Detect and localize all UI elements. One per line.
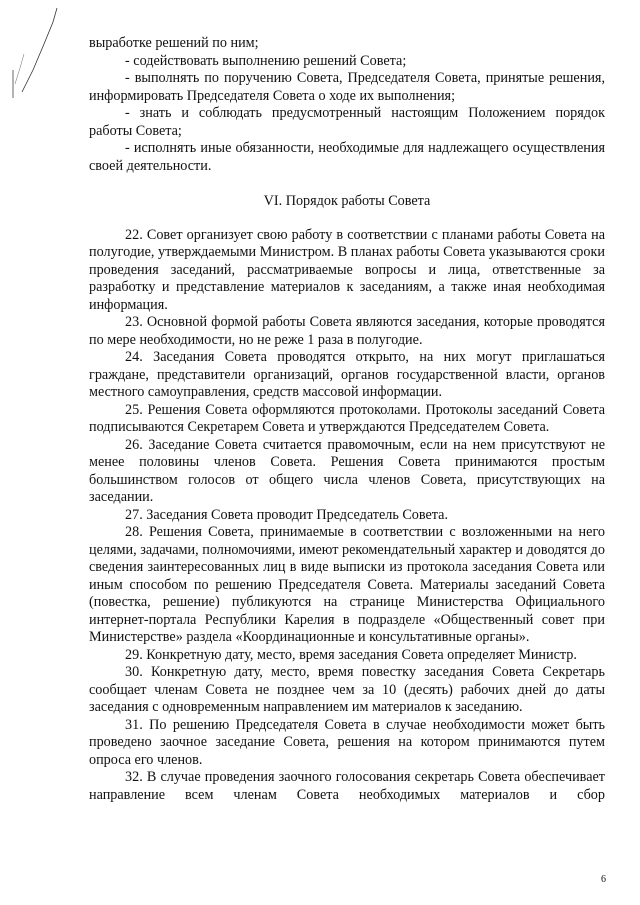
list-item: - знать и соблюдать предусмотренный настоящим Положением порядок работы Совета;: [89, 105, 605, 139]
margin-stroke: [15, 54, 24, 84]
paragraph: 24. Заседания Совета проводятся открыто, на них могут приглашаться граждане, представители организаций, органов государственной власти, органов местного самоуправления, средств массовой информации.: [89, 349, 605, 400]
paragraph: 27. Заседания Совета проводит Председатель Совета.: [125, 506, 449, 523]
list-item: - исполнять иные обязанности, необходимые для надлежащего осуществления своей деятельности.: [89, 140, 605, 174]
margin-stroke: [22, 8, 57, 92]
paragraph: 32. В случае проведения заочного голосования секретарь Совета обеспечивает направление всем членам Совета необходимых материалов и сбор: [89, 769, 605, 803]
paragraph: 29. Конкретную дату, место, время заседания Совета определяет Министр.: [125, 646, 577, 663]
paragraph: 30. Конкретную дату, место, время повестку заседания Совета Секретарь сообщает членам Совета не позднее чем за 10 (десять) рабочих дней до даты заседания с одновременным направлением им материалов к заседанию.: [89, 664, 605, 715]
paragraph: 31. По решению Председателя Совета в случае необходимости может быть проведено заочное заседание Совета, решения на котором принимаются путем опроса его членов.: [89, 716, 605, 768]
section-title: VI. Порядок работы Совета: [263, 193, 431, 209]
document-body: [89, 35, 605, 804]
page-number: 6: [601, 874, 606, 885]
list-item: - содействовать выполнению решений Совета;: [125, 52, 407, 69]
list-item: - выполнять по поручению Совета, Председателя Совета, принятые решения, информировать Председателя Совета о ходе их выполнения;: [89, 70, 605, 104]
paragraph: 22. Совет организует свою работу в соответствии с планами работы Совета на полугодие, утверждаемыми Министром. В планах работы Совета указываются сроки проведения заседаний, рассматриваемые вопросы и лица, ответственные за разработку и представление материалов к заседаниям, а также иная необходимая информация.: [89, 226, 605, 313]
paragraph: 28. Решения Совета, принимаемые в соответствии с возложенными на него целями, задачами, полномочиями, имеют рекомендательный характер и доводятся до сведения заинтересованных лиц в виде выписки из протокола заседания Совета или иным способом по решению Председателя Совета. Материалы заседаний Совета (повестка, решение) публикуются на странице Министерства Официального интернет-портала Республики Карелия в подразделе «Общественный совет при Министерстве» раздела «Координационные и консультативные органы».: [89, 524, 605, 645]
paragraph: 23. Основной формой работы Совета являются заседания, которые проводятся по мере необходимости, но не реже 1 раза в полугодие.: [89, 314, 605, 348]
list-continuation: выработке решений по ним;: [89, 35, 259, 51]
paragraph: 26. Заседание Совета считается правомочным, если на нем присутствуют не менее половины членов Совета. Решения Совета принимаются простым большинством голосов от общего числа членов Совета, присутствующих на заседании.: [89, 436, 605, 505]
paragraph: 25. Решения Совета оформляются протоколами. Протоколы заседаний Совета подписываются Секретарем Совета и утверждаются Председателем Совета.: [89, 401, 605, 435]
